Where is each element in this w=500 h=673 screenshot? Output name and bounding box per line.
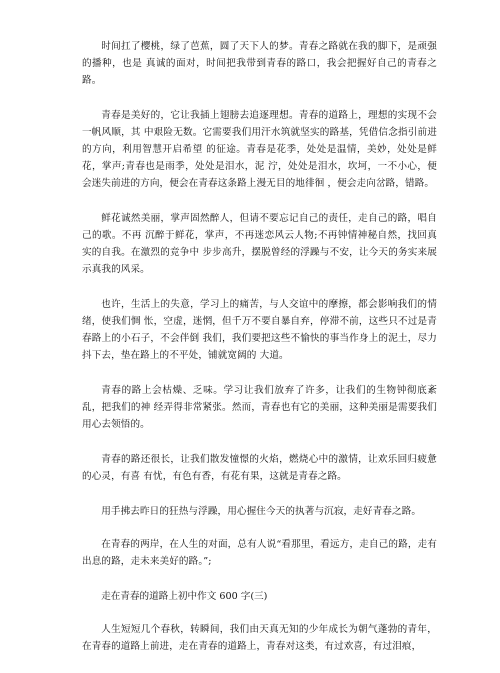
document-page [82,38,437,673]
paragraph-6: 青春的路还很长，让我们散发憧憬的火焰，燃烧心中的激情，让欢乐回归疲惫的心灵，有喜 有忧，有色有香，有花有果，这就是青春之路。 [82,454,437,482]
paragraph-1: 时间扛了樱桃，绿了芭蕉，圆了天下人的梦。青春之路就在我的脚下，是顽强的播种，也是 真诚的面对，时间把我带到青春的路口，我会把握好自己的青春之路。 [82,41,437,86]
section-heading: 走在青春的道路上初中作文 600 字(三) [101,591,268,602]
paragraph-2: 青春是美好的，它让我插上翅膀去追逐理想。青春的道路上，理想的实现不会一帆风顺，其 中艰险无数。它需要我们用汗水筑就坚实的路基，凭借信念指引前进的方向，利用智慧开启希望 的征途。青春是花季，处处是温情，美妙，处处是鲜花，掌声;青春也是雨季，处处是泪水，泥 泞，处处是泪水，坎坷，一不小心，便会迷失前进的方向，便会在青春这条路上漫无目的地徘徊 ，便会走向岔路，错路。 [82,110,437,189]
paragraph-9: 人生短短几个春秋，转瞬间，我们由天真无知的少年成长为朝气蓬勃的青年，在青春的道路上前进，走在青春的道路上，青春对这类，有过欢喜，有过泪痕， [82,624,437,652]
paragraph-7: 用手拂去昨日的狂热与浮躁，用心握住今天的执著与沉寂，走好青春之路。 [101,506,422,517]
paragraph-5: 青春的路上会枯燥、乏味。学习让我们放弃了许多，让我们的生物钟彻底紊乱，把我们的神 经弄得非常紧张。然而，青春也有它的美丽，这种美丽是需要我们用心去领悟的。 [82,385,437,430]
paragraph-8: 在青春的两岸，在人生的对面，总有人说“看那里，看远方，走自己的路，走有出息的路，走未来美好的路。”; [82,539,437,567]
paragraph-3: 鲜花诚然美丽，掌声固然醉人，但请不要忘记自己的责任，走自己的路，唱自己的歌。不再 沉醉于鲜花，掌声，不再迷恋风云人物;不再钟情神秘自然，找回真实的自我。在激烈的竞争中 步步高升，摆脱曾经的浮躁与不安，让今天的务实来展示真我的风采。 [82,213,437,275]
paragraph-4: 也许，生活上的失意，学习上的痛苦，与人交谊中的摩擦，都会影响我们的情绪，使我们惆 怅，空虚，迷惘，但千万不要自暴自弃，停滞不前，这些只不过是青春路上的小石子，不会伴倒 我们，我们要把这些不愉快的事当作身上的泥土，尽力抖下去，垫在路上的不平处，铺就宽阔的 大道。 [82,299,437,361]
